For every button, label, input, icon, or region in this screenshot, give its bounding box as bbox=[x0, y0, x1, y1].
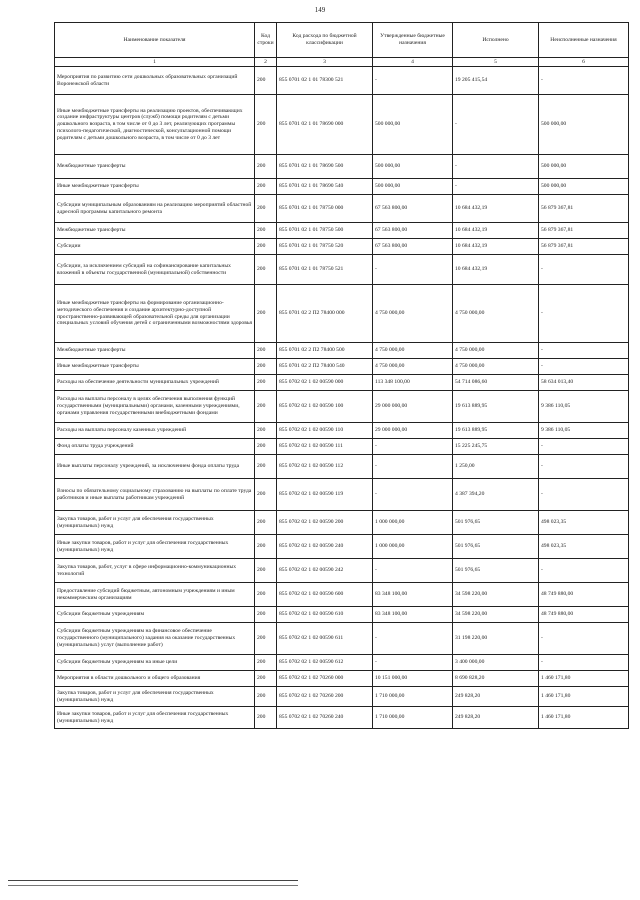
row-budget-code: 855 0702 02 1 02 00590 100 bbox=[277, 391, 373, 423]
table-row bbox=[55, 687, 629, 707]
row-approved: - bbox=[373, 479, 453, 511]
row-unexecuted: 48 749 880,00 bbox=[539, 607, 629, 623]
row-unexecuted: 48 749 880,00 bbox=[539, 583, 629, 607]
row-budget-code: 855 0702 02 1 02 00590 612 bbox=[277, 655, 373, 671]
row-line-code: 200 bbox=[255, 655, 277, 671]
row-line-code: 200 bbox=[255, 559, 277, 583]
row-budget-code: 855 0702 02 1 02 70260 240 bbox=[277, 707, 373, 729]
footer-divider bbox=[8, 885, 298, 886]
budget-execution-table bbox=[54, 22, 629, 729]
row-line-code: 200 bbox=[255, 687, 277, 707]
header-approved: Утвержденные бюджетные назначения bbox=[373, 23, 453, 58]
row-budget-code: 855 0701 02 1 01 78750 500 bbox=[277, 223, 373, 239]
row-executed: 4 750 000,00 bbox=[453, 359, 539, 375]
row-budget-code: 855 0701 02 1 01 78750 520 bbox=[277, 239, 373, 255]
row-unexecuted: - bbox=[539, 623, 629, 655]
row-budget-code: 855 0702 02 1 02 00590 611 bbox=[277, 623, 373, 655]
row-budget-code: 855 0701 02 1 01 78690 500 bbox=[277, 155, 373, 179]
table-row bbox=[55, 239, 629, 255]
row-name: Межбюджетные трансферты bbox=[55, 343, 255, 359]
row-unexecuted: 498 023,35 bbox=[539, 511, 629, 535]
column-number: 4 bbox=[373, 58, 453, 67]
row-unexecuted: - bbox=[539, 479, 629, 511]
table-row bbox=[55, 359, 629, 375]
column-number: 3 bbox=[277, 58, 373, 67]
row-budget-code: 855 0701 02 2 П2 78400 540 bbox=[277, 359, 373, 375]
row-budget-code: 855 0702 02 1 02 70260 200 bbox=[277, 687, 373, 707]
row-unexecuted: - bbox=[539, 285, 629, 343]
row-line-code: 200 bbox=[255, 535, 277, 559]
table-row bbox=[55, 179, 629, 195]
table-row bbox=[55, 223, 629, 239]
row-budget-code: 855 0702 02 1 02 00590 000 bbox=[277, 375, 373, 391]
row-budget-code: 855 0701 02 1 01 78690 000 bbox=[277, 95, 373, 155]
row-line-code: 200 bbox=[255, 623, 277, 655]
row-approved: 67 563 800,00 bbox=[373, 195, 453, 223]
row-approved: - bbox=[373, 655, 453, 671]
table-row bbox=[55, 583, 629, 607]
row-unexecuted: - bbox=[539, 439, 629, 455]
column-number: 6 bbox=[539, 58, 629, 67]
row-approved: 4 750 000,00 bbox=[373, 359, 453, 375]
row-line-code: 200 bbox=[255, 95, 277, 155]
row-unexecuted: 56 879 367,81 bbox=[539, 223, 629, 239]
row-unexecuted: - bbox=[539, 359, 629, 375]
row-name: Иные межбюджетные трансферты на реализацию проектов, обеспечивающих создание инфраструктуры центров (служб) помощи родителям с детьми дошкольного возраста, в том числе от 0 до 3 лет, реализующих программы психолого-педагогической, диагностической, консультационной помощи родителям с детьми дошкольного возраста, в том числе от 0 до 3 лет bbox=[55, 95, 255, 155]
row-executed: 501 976,65 bbox=[453, 559, 539, 583]
row-executed: 10 684 432,19 bbox=[453, 195, 539, 223]
row-approved: - bbox=[373, 559, 453, 583]
row-line-code: 200 bbox=[255, 195, 277, 223]
row-executed: 15 225 245,75 bbox=[453, 439, 539, 455]
table-row bbox=[55, 423, 629, 439]
row-approved: 4 750 000,00 bbox=[373, 343, 453, 359]
table-row bbox=[55, 455, 629, 479]
row-approved: 83 348 100,00 bbox=[373, 583, 453, 607]
row-line-code: 200 bbox=[255, 343, 277, 359]
table-row bbox=[55, 95, 629, 155]
row-name: Субсидии bbox=[55, 239, 255, 255]
row-budget-code: 855 0702 02 1 02 70260 000 bbox=[277, 671, 373, 687]
row-name: Фонд оплаты труда учреждений bbox=[55, 439, 255, 455]
row-approved: - bbox=[373, 455, 453, 479]
table-row bbox=[55, 607, 629, 623]
table-row bbox=[55, 255, 629, 285]
row-line-code: 200 bbox=[255, 391, 277, 423]
column-number: 1 bbox=[55, 58, 255, 67]
row-line-code: 200 bbox=[255, 707, 277, 729]
row-line-code: 200 bbox=[255, 223, 277, 239]
row-budget-code: 855 0701 02 1 01 78750 000 bbox=[277, 195, 373, 223]
row-approved: 67 563 800,00 bbox=[373, 223, 453, 239]
column-number: 5 bbox=[453, 58, 539, 67]
header-name: Наименование показателя bbox=[55, 23, 255, 58]
row-approved: 113 348 100,00 bbox=[373, 375, 453, 391]
row-line-code: 200 bbox=[255, 455, 277, 479]
row-executed: 501 976,65 bbox=[453, 511, 539, 535]
header-unexecuted: Неисполненные назначения bbox=[539, 23, 629, 58]
table-row bbox=[55, 511, 629, 535]
table-row bbox=[55, 155, 629, 179]
row-unexecuted: 9 386 110,05 bbox=[539, 423, 629, 439]
row-approved: 10 151 000,00 bbox=[373, 671, 453, 687]
table-row bbox=[55, 623, 629, 655]
row-approved: 1 710 000,00 bbox=[373, 707, 453, 729]
row-line-code: 200 bbox=[255, 423, 277, 439]
row-executed: 34 598 220,00 bbox=[453, 583, 539, 607]
header-line-code: Код строки bbox=[255, 23, 277, 58]
row-executed: 10 684 432,19 bbox=[453, 255, 539, 285]
row-unexecuted: 498 023,35 bbox=[539, 535, 629, 559]
row-line-code: 200 bbox=[255, 155, 277, 179]
row-budget-code: 855 0702 02 1 02 00590 119 bbox=[277, 479, 373, 511]
row-budget-code: 855 0701 02 2 П2 78400 500 bbox=[277, 343, 373, 359]
row-executed: 54 714 086,60 bbox=[453, 375, 539, 391]
row-budget-code: 855 0702 02 1 02 00590 112 bbox=[277, 455, 373, 479]
table-header-row bbox=[55, 23, 629, 58]
table-row bbox=[55, 479, 629, 511]
row-budget-code: 855 0702 02 1 02 00590 240 bbox=[277, 535, 373, 559]
row-name: Субсидии бюджетным учреждениям на финансовое обеспечение государственного (муниципального) задания на оказание государственных (муниципальных) услуг (выполнение работ) bbox=[55, 623, 255, 655]
row-unexecuted: 1 460 171,80 bbox=[539, 687, 629, 707]
row-line-code: 200 bbox=[255, 179, 277, 195]
row-executed: 19 613 889,95 bbox=[453, 391, 539, 423]
row-line-code: 200 bbox=[255, 479, 277, 511]
row-unexecuted: - bbox=[539, 455, 629, 479]
row-approved: 83 348 100,00 bbox=[373, 607, 453, 623]
row-name: Расходы на выплаты персоналу в целях обеспечения выполнения функций государственными (муниципальными) органами, казенными учреждениями, органами управления государственными внебюджетными фондами bbox=[55, 391, 255, 423]
row-line-code: 200 bbox=[255, 239, 277, 255]
row-approved: 4 750 000,00 bbox=[373, 285, 453, 343]
row-budget-code: 855 0701 02 2 П2 78400 000 bbox=[277, 285, 373, 343]
row-unexecuted: - bbox=[539, 655, 629, 671]
row-unexecuted: 500 000,00 bbox=[539, 179, 629, 195]
row-executed: 4 750 000,00 bbox=[453, 343, 539, 359]
row-line-code: 200 bbox=[255, 607, 277, 623]
row-executed: 31 198 220,00 bbox=[453, 623, 539, 655]
table-row bbox=[55, 671, 629, 687]
row-budget-code: 855 0702 02 1 02 00590 111 bbox=[277, 439, 373, 455]
row-executed: 10 684 432,19 bbox=[453, 239, 539, 255]
table-row bbox=[55, 439, 629, 455]
row-name: Субсидии бюджетным учреждениям на иные цели bbox=[55, 655, 255, 671]
row-line-code: 200 bbox=[255, 583, 277, 607]
row-name: Субсидии муниципальным образованиям на реализацию мероприятий областной адресной программы капитального ремонта bbox=[55, 195, 255, 223]
row-executed: 19 613 889,95 bbox=[453, 423, 539, 439]
row-line-code: 200 bbox=[255, 255, 277, 285]
page-number: 149 bbox=[314, 6, 326, 14]
row-unexecuted: - bbox=[539, 343, 629, 359]
row-name: Мероприятия в области дошкольного и общего образования bbox=[55, 671, 255, 687]
header-budget-code: Код расхода по бюджетной классификации bbox=[277, 23, 373, 58]
row-unexecuted: 1 460 171,80 bbox=[539, 671, 629, 687]
row-name: Иные межбюджетные трансферты bbox=[55, 359, 255, 375]
row-line-code: 200 bbox=[255, 359, 277, 375]
row-approved: 500 000,00 bbox=[373, 179, 453, 195]
table-row bbox=[55, 67, 629, 95]
row-unexecuted: 58 634 013,40 bbox=[539, 375, 629, 391]
row-approved: - bbox=[373, 623, 453, 655]
row-unexecuted: - bbox=[539, 255, 629, 285]
row-name: Субсидии, за исключением субсидий на софинансирование капитальных вложений в объекты государственной (муниципальной) собственности bbox=[55, 255, 255, 285]
row-approved: - bbox=[373, 439, 453, 455]
row-approved: - bbox=[373, 255, 453, 285]
column-number: 2 bbox=[255, 58, 277, 67]
row-budget-code: 855 0701 02 1 01 78690 540 bbox=[277, 179, 373, 195]
row-budget-code: 855 0701 02 1 01 78300 521 bbox=[277, 67, 373, 95]
row-name: Закупка товаров, работ, услуг в сфере информационно-коммуникационных технологий bbox=[55, 559, 255, 583]
row-unexecuted: 500 000,00 bbox=[539, 95, 629, 155]
row-line-code: 200 bbox=[255, 511, 277, 535]
row-unexecuted: 56 879 367,81 bbox=[539, 195, 629, 223]
row-approved: 1 000 000,00 bbox=[373, 535, 453, 559]
row-line-code: 200 bbox=[255, 67, 277, 95]
row-name: Иные межбюджетные трансферты на формирование организационно-методического обеспечения и создание архитектурно-доступной пространственно-развивающей образовательной среды для организации специальных условий обучения детей с ограниченными возможностями здоровья bbox=[55, 285, 255, 343]
row-approved: - bbox=[373, 67, 453, 95]
row-budget-code: 855 0702 02 1 02 00590 600 bbox=[277, 583, 373, 607]
row-approved: 29 000 000,00 bbox=[373, 423, 453, 439]
row-unexecuted: - bbox=[539, 67, 629, 95]
footer-divider bbox=[8, 880, 298, 881]
row-name: Предоставление субсидий бюджетным, автономным учреждениям и иным некоммерческим организациям bbox=[55, 583, 255, 607]
row-executed: 4 750 000,00 bbox=[453, 285, 539, 343]
row-approved: 67 563 800,00 bbox=[373, 239, 453, 255]
row-unexecuted: 500 000,00 bbox=[539, 155, 629, 179]
row-approved: 500 000,00 bbox=[373, 155, 453, 179]
row-executed: - bbox=[453, 95, 539, 155]
table-row bbox=[55, 707, 629, 729]
row-name: Иные межбюджетные трансферты bbox=[55, 179, 255, 195]
row-approved: 1 000 000,00 bbox=[373, 511, 453, 535]
row-executed: - bbox=[453, 179, 539, 195]
row-name: Иные закупки товаров, работ и услуг для обеспечения государственных (муниципальных) нужд bbox=[55, 535, 255, 559]
row-executed: 249 828,20 bbox=[453, 707, 539, 729]
row-executed: - bbox=[453, 155, 539, 179]
row-name: Взносы по обязательному социальному страхованию на выплаты по оплате труда работников и иные выплаты работникам учреждений bbox=[55, 479, 255, 511]
table-row bbox=[55, 285, 629, 343]
table-row bbox=[55, 375, 629, 391]
row-executed: 8 690 828,20 bbox=[453, 671, 539, 687]
row-executed: 1 250,00 bbox=[453, 455, 539, 479]
row-line-code: 200 bbox=[255, 671, 277, 687]
row-executed: 10 684 432,19 bbox=[453, 223, 539, 239]
row-executed: 34 598 220,00 bbox=[453, 607, 539, 623]
row-executed: 249 828,20 bbox=[453, 687, 539, 707]
row-executed: 3 400 000,00 bbox=[453, 655, 539, 671]
row-budget-code: 855 0702 02 1 02 00590 242 bbox=[277, 559, 373, 583]
row-unexecuted: 56 879 367,81 bbox=[539, 239, 629, 255]
row-unexecuted: - bbox=[539, 559, 629, 583]
row-executed: 501 976,65 bbox=[453, 535, 539, 559]
row-executed: 4 387 394,20 bbox=[453, 479, 539, 511]
row-approved: 500 000,00 bbox=[373, 95, 453, 155]
table-row bbox=[55, 391, 629, 423]
row-name: Иные выплаты персоналу учреждений, за исключением фонда оплаты труда bbox=[55, 455, 255, 479]
row-name: Расходы на обеспечение деятельности муниципальных учреждений bbox=[55, 375, 255, 391]
table-row bbox=[55, 195, 629, 223]
row-unexecuted: 1 460 171,80 bbox=[539, 707, 629, 729]
table-row bbox=[55, 343, 629, 359]
row-name: Закупка товаров, работ и услуг для обеспечения государственных (муниципальных) нужд bbox=[55, 687, 255, 707]
row-name: Межбюджетные трансферты bbox=[55, 155, 255, 179]
row-line-code: 200 bbox=[255, 375, 277, 391]
table-row bbox=[55, 535, 629, 559]
row-approved: 29 000 000,00 bbox=[373, 391, 453, 423]
row-name: Межбюджетные трансферты bbox=[55, 223, 255, 239]
table-row bbox=[55, 559, 629, 583]
row-line-code: 200 bbox=[255, 285, 277, 343]
column-number-row bbox=[55, 58, 629, 67]
row-executed: 19 205 415,54 bbox=[453, 67, 539, 95]
header-executed: Исполнено bbox=[453, 23, 539, 58]
row-name: Субсидии бюджетным учреждениям bbox=[55, 607, 255, 623]
row-budget-code: 855 0702 02 1 02 00590 610 bbox=[277, 607, 373, 623]
row-budget-code: 855 0701 02 1 01 78750 521 bbox=[277, 255, 373, 285]
row-budget-code: 855 0702 02 1 02 00590 110 bbox=[277, 423, 373, 439]
row-name: Расходы на выплаты персоналу казенных учреждений bbox=[55, 423, 255, 439]
row-name: Мероприятия по развитию сети дошкольных образовательных организаций Воронежской области bbox=[55, 67, 255, 95]
row-line-code: 200 bbox=[255, 439, 277, 455]
row-unexecuted: 9 386 110,05 bbox=[539, 391, 629, 423]
row-name: Иные закупки товаров, работ и услуг для обеспечения государственных (муниципальных) нужд bbox=[55, 707, 255, 729]
table-body bbox=[55, 67, 629, 729]
table-row bbox=[55, 655, 629, 671]
row-approved: 1 710 000,00 bbox=[373, 687, 453, 707]
row-name: Закупка товаров, работ и услуг для обеспечения государственных (муниципальных) нужд bbox=[55, 511, 255, 535]
row-budget-code: 855 0702 02 1 02 00590 200 bbox=[277, 511, 373, 535]
